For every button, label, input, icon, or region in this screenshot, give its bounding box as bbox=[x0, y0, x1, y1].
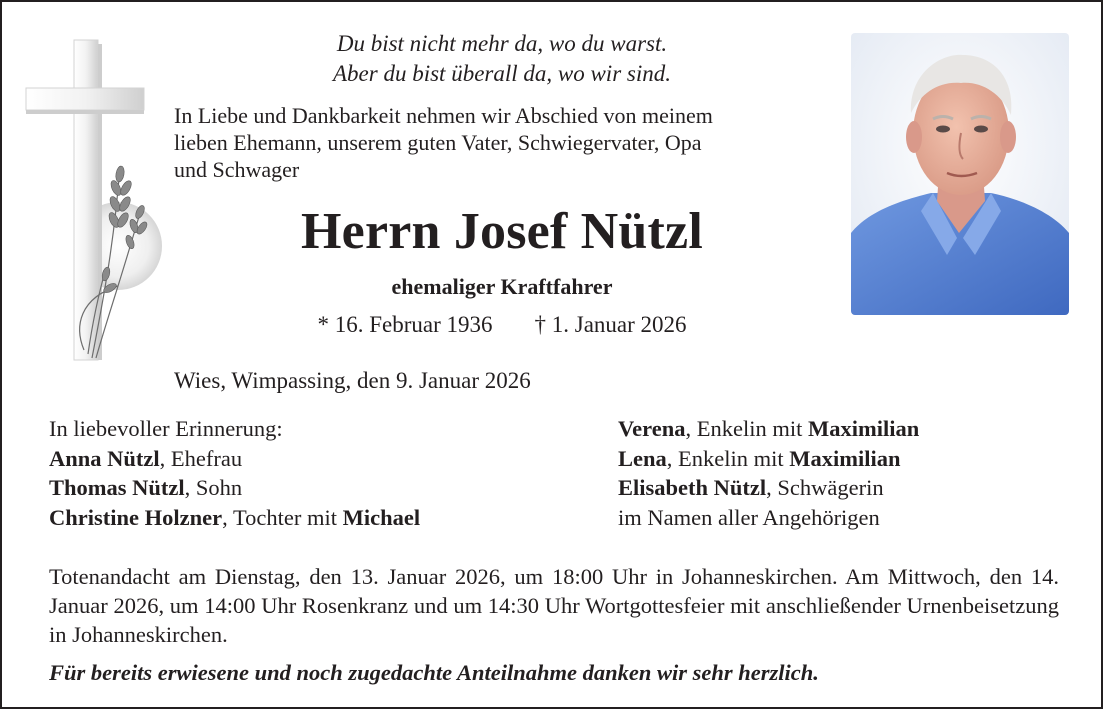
mourner-name: Verena bbox=[618, 416, 686, 441]
mourner-name: Christine Holzner bbox=[49, 504, 223, 530]
cross-with-wheat-icon bbox=[22, 36, 162, 366]
mourner-row bbox=[618, 444, 919, 474]
mourner-row bbox=[49, 503, 420, 533]
mourner-relation: , Enkelin mit bbox=[666, 445, 790, 471]
intro-line: und Schwager bbox=[174, 157, 300, 182]
mourners-left bbox=[49, 414, 420, 532]
mourner-relation: , Tochter mit bbox=[222, 504, 343, 530]
place-date: Wies, Wimpassing, den 9. Januar 2026 bbox=[174, 368, 531, 393]
deceased-occupation: ehemaliger Kraftfahrer bbox=[391, 274, 613, 299]
intro-text bbox=[174, 102, 839, 183]
mourner-name: Lena bbox=[618, 445, 667, 471]
deceased-name: Herrn Josef Nützl bbox=[301, 203, 703, 260]
portrait-photo bbox=[851, 33, 1069, 315]
service-info: Totenandacht am Dienstag, den 13. Januar 2026, um 18:00 Uhr in Johanneskirchen. Am Mittwoch, den 14. Januar 2026, um 14:00 Uhr Rosenkranz und um 14:30 Uhr Wortgottesfeier mit anschließender Urnenbeisetzung in Johanneskirchen. bbox=[49, 564, 1059, 647]
mourners-closing: im Namen aller Angehörigen bbox=[618, 504, 880, 530]
mourner-row bbox=[618, 414, 919, 444]
intro-line: lieben Ehemann, unserem guten Vater, Schwiegervater, Opa bbox=[174, 130, 702, 155]
mourner-name: Anna Nützl bbox=[49, 445, 160, 471]
mourner-row bbox=[49, 444, 420, 474]
mourner-relation: , Sohn bbox=[184, 475, 243, 500]
death-date: † 1. Januar 2026 bbox=[534, 312, 687, 337]
life-dates bbox=[172, 310, 832, 340]
verse-line: Aber du bist überall da, wo wir sind. bbox=[333, 61, 671, 86]
mourners-heading: In liebevoller Erinnerung: bbox=[49, 416, 283, 441]
verse bbox=[172, 29, 832, 89]
birth-date: * 16. Februar 1936 bbox=[317, 312, 493, 337]
mourner-companion: Michael bbox=[342, 504, 421, 530]
mourner-row bbox=[49, 473, 420, 503]
mourner-relation: , Schwägerin bbox=[766, 475, 884, 500]
mourner-row bbox=[618, 473, 919, 503]
intro-line: In Liebe und Dankbarkeit nehmen wir Abschied von meinem bbox=[174, 103, 713, 128]
mourner-name: Elisabeth Nützl bbox=[618, 475, 767, 500]
mourner-name: Thomas Nützl bbox=[49, 475, 185, 500]
mourner-companion: Maximilian bbox=[789, 445, 901, 471]
mourner-relation: , Ehefrau bbox=[159, 445, 243, 471]
mourners-right bbox=[618, 414, 919, 532]
mourner-relation: , Enkelin mit bbox=[685, 416, 808, 441]
verse-line: Du bist nicht mehr da, wo du warst. bbox=[336, 31, 668, 56]
mourner-companion: Maximilian bbox=[808, 416, 920, 441]
thanks-line: Für bereits erwiesene und noch zugedachte Anteilnahme danken wir sehr herzlich. bbox=[49, 660, 819, 685]
